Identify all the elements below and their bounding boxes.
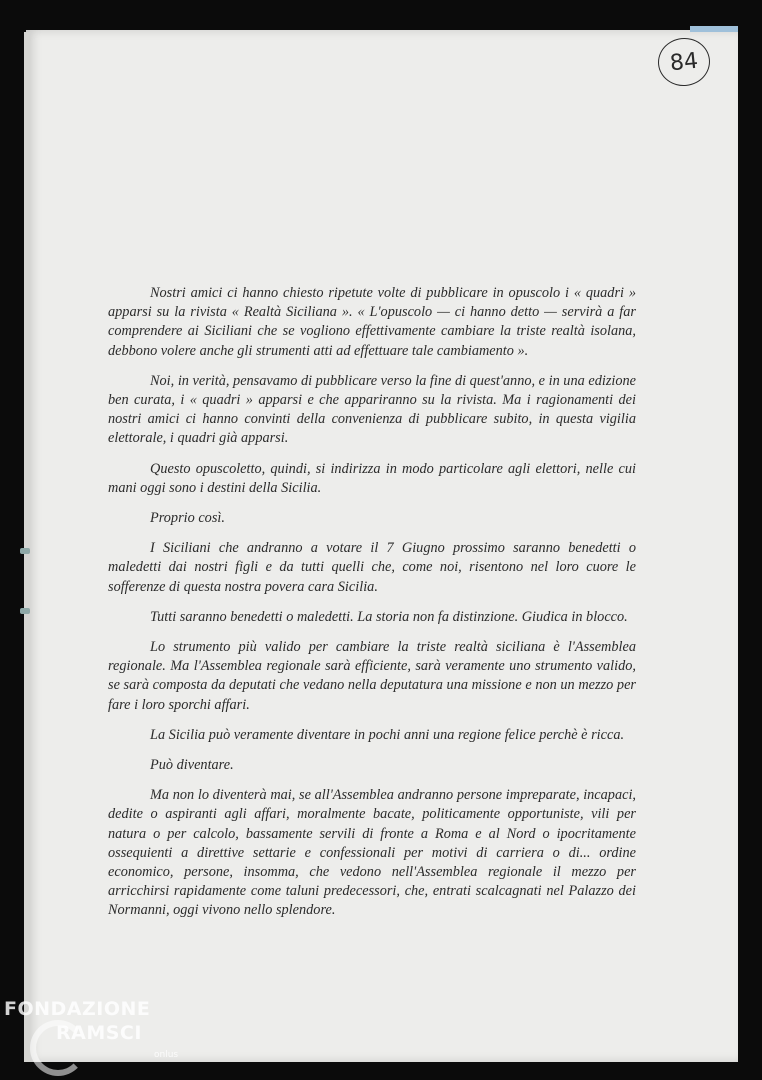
paragraph-6: Tutti saranno benedetti o maledetti. La storia non fa distinzione. Giudica in blocco. [150,608,628,625]
staple-bottom [20,608,30,614]
paragraph-1: Nostri amici ci hanno chiesto ripetute volte di pubblicare in opuscolo i « quadri » apparsi su la rivista « Realtà Siciliana ». « L'opuscolo — ci hanno detto — servirà a far comprendere ai Siciliani che se vogliono effettivamente cambiare la triste realtà isolana, debbono volere anche gli strumenti atti ad effettuare tale cambiamento ». [108,285,636,359]
document-body [108,284,636,932]
watermark-line1: FONDAZIONE [4,998,151,1020]
staple-top [20,548,30,554]
paragraph-2: Noi, in verità, pensavamo di pubblicare verso la fine di quest'anno, e in una edizione ben curata, i « quadri » apparsi e che appariranno su la rivista. Ma i ragionamenti dei nostri amici ci hanno convinti della convenienza di pubblicare subito, in questa vigilia elettorale, i quadri già apparsi. [108,372,636,447]
page-binding-edge [24,32,30,1062]
watermark-suffix: onlus [154,1050,179,1060]
paragraph-3: Questo opuscoletto, quindi, si indirizza in modo particolare agli elettori, nelle cui mani oggi sono i destini della Sicilia. [108,460,636,496]
handwritten-page-number: 84 [656,35,713,88]
paragraph-5: I Siciliani che andranno a votare il 7 Giugno prossimo saranno benedetti o maledetti dai nostri figli e da tutti quelli che, come noi, risentono nel loro cuore le sofferenze di questa nostra povera cara Sicilia. [108,540,636,595]
watermark-line2: RAMSCI [56,1022,142,1044]
paragraph-9: Può diventare. [150,757,234,774]
paragraph-4: Proprio così. [150,510,225,527]
paragraph-7: Lo strumento più valido per cambiare la triste realtà siciliana è l'Assemblea regionale. Ma l'Assemblea regionale sarà efficiente, sarà veramente uno strumento valido, se sarà composta da deputati che vedano nella deputatura una missione e non un mezzo per fare i loro sporchi affari. [108,639,636,713]
paragraph-8: La Sicilia può veramente diventare in pochi anni una regione felice perchè è ricca. [150,726,625,743]
paragraph-10: Ma non lo diventerà mai, se all'Assemblea andranno persone impreparate, incapaci, dedite o aspiranti agli affari, moralmente bacate, politicamente opportuniste, vili per natura o per calcolo, bassamente servili di fronte a Roma e al Nord o ipocritamente ossequienti a direttive settarie e confessionali per motivi di carriera o di... ordine economico, persone, insomma, che vedono nell'Assemblea regionale il mezzo per arricchirsi rapidamente come taluni predecessori, che, entrati scalcagnati nel Palazzo dei Normanni, oggi vivono nello splendore. [108,787,636,919]
fondazione-gramsci-watermark [4,998,194,1078]
back-cover-edge [690,26,738,32]
